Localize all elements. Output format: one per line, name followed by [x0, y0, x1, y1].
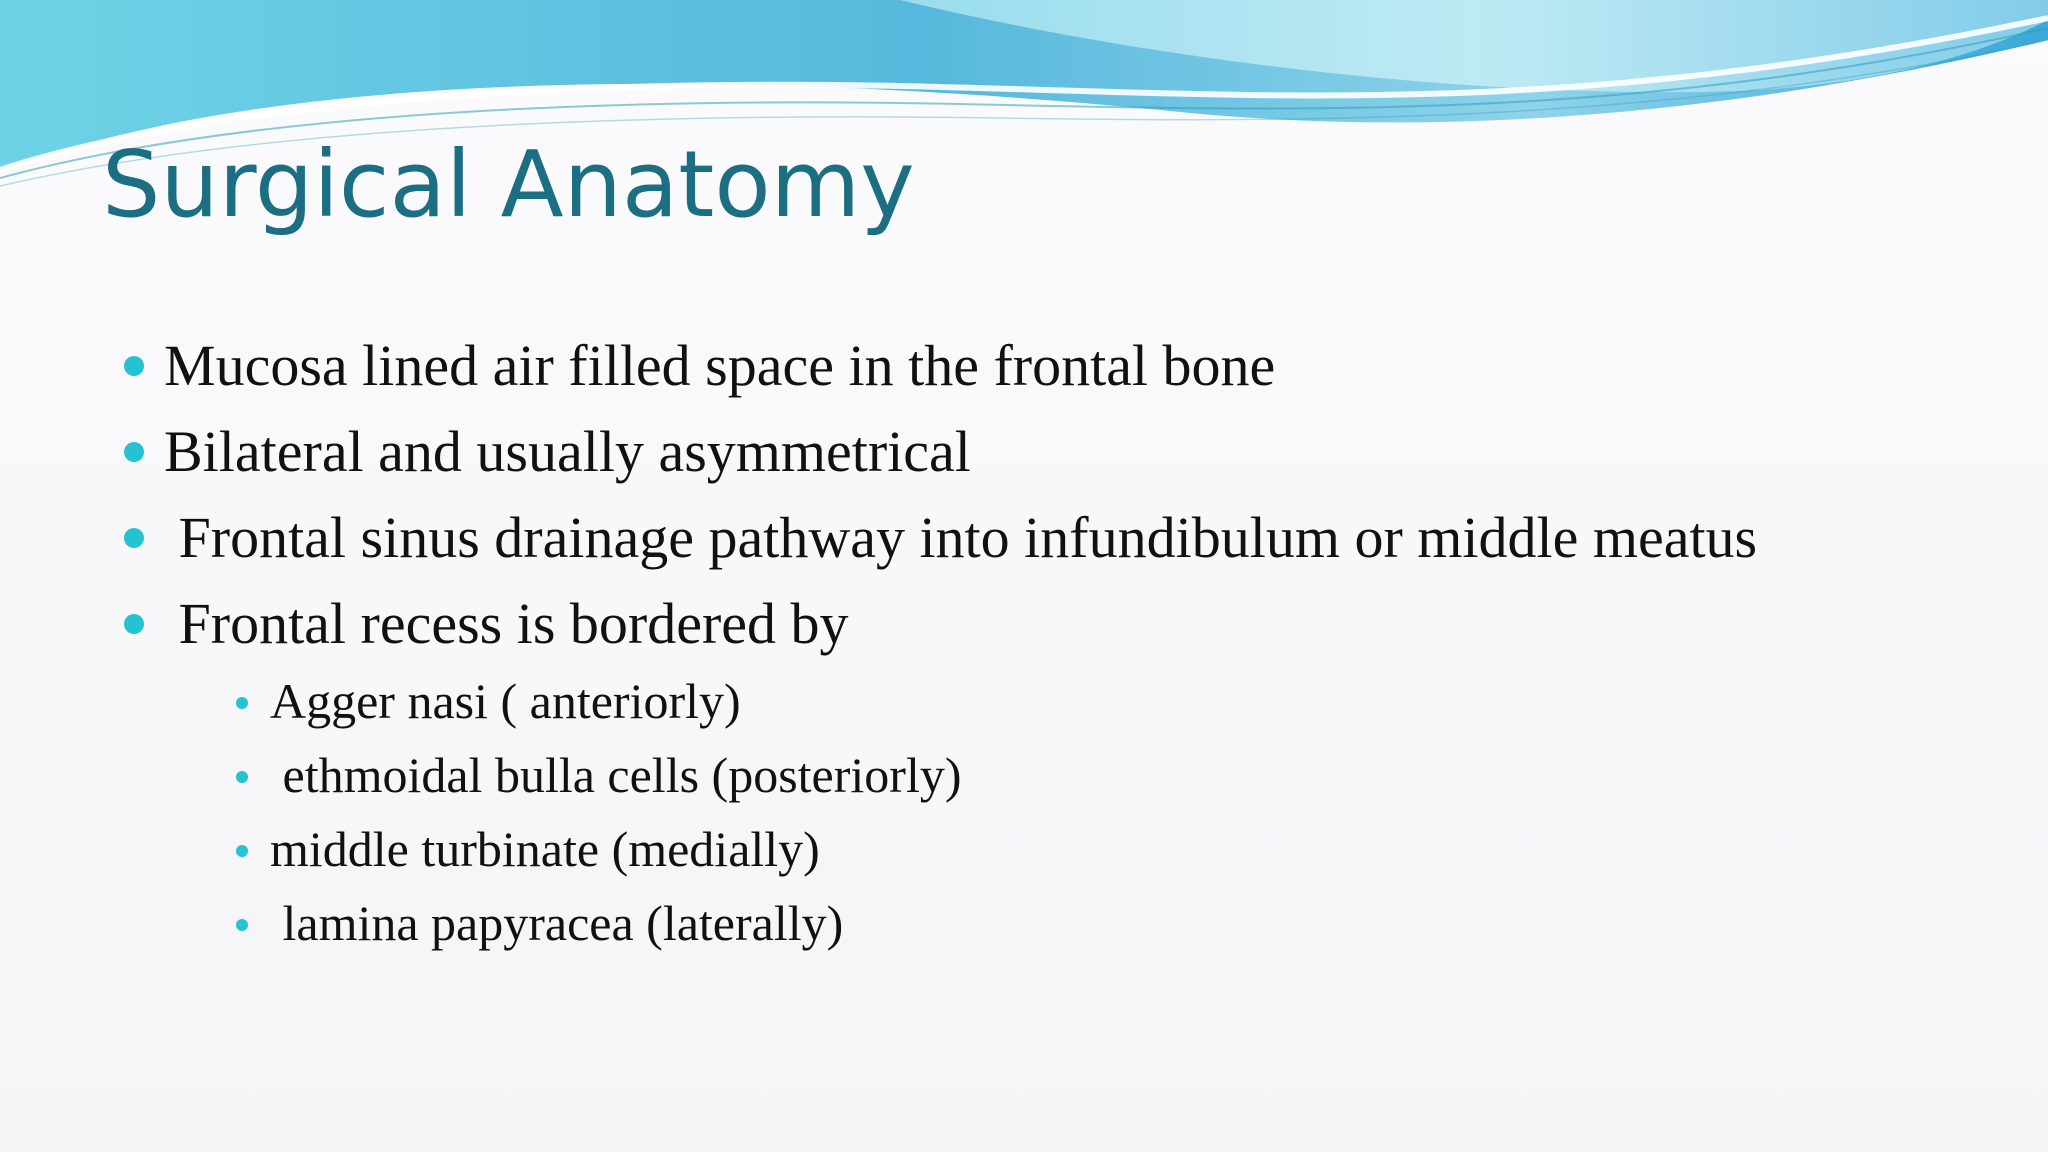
bullet-text: Frontal sinus drainage pathway into infundibulum or middle meatus — [164, 505, 1758, 570]
bullet-dot-icon — [124, 614, 144, 634]
sub-bullet-dot-icon — [236, 845, 248, 857]
sub-bullet-item — [208, 664, 1920, 738]
bullet-text: Bilateral and usually asymmetrical — [164, 419, 971, 484]
slide-title: Surgical Anatomy — [102, 131, 915, 238]
sub-bullet-text: middle turbinate (medially) — [270, 821, 820, 877]
bullet-dot-icon — [124, 356, 144, 376]
sub-bullet-text: ethmoidal bulla cells (posteriorly) — [270, 747, 962, 803]
sub-bullet-dot-icon — [236, 771, 248, 783]
sub-bullet-dot-icon — [236, 919, 248, 931]
sub-bullet-dot-icon — [236, 697, 248, 709]
sub-bullet-text: lamina papyracea (laterally) — [270, 895, 844, 951]
bullet-text: Mucosa lined air filled space in the frontal bone — [164, 333, 1276, 398]
sub-bullet-item — [208, 812, 1920, 886]
bullet-item — [120, 330, 1920, 402]
bullet-item — [120, 502, 1920, 574]
bullet-dot-icon — [124, 528, 144, 548]
bullet-list — [120, 330, 1920, 974]
sub-bullet-list — [164, 664, 1920, 960]
bullet-dot-icon — [124, 442, 144, 462]
bullet-item — [120, 588, 1920, 960]
bullet-item — [120, 416, 1920, 488]
bullet-text: Frontal recess is bordered by — [164, 591, 849, 656]
sub-bullet-item — [208, 738, 1920, 812]
sub-bullet-item — [208, 886, 1920, 960]
sub-bullet-text: Agger nasi ( anteriorly) — [270, 673, 741, 729]
